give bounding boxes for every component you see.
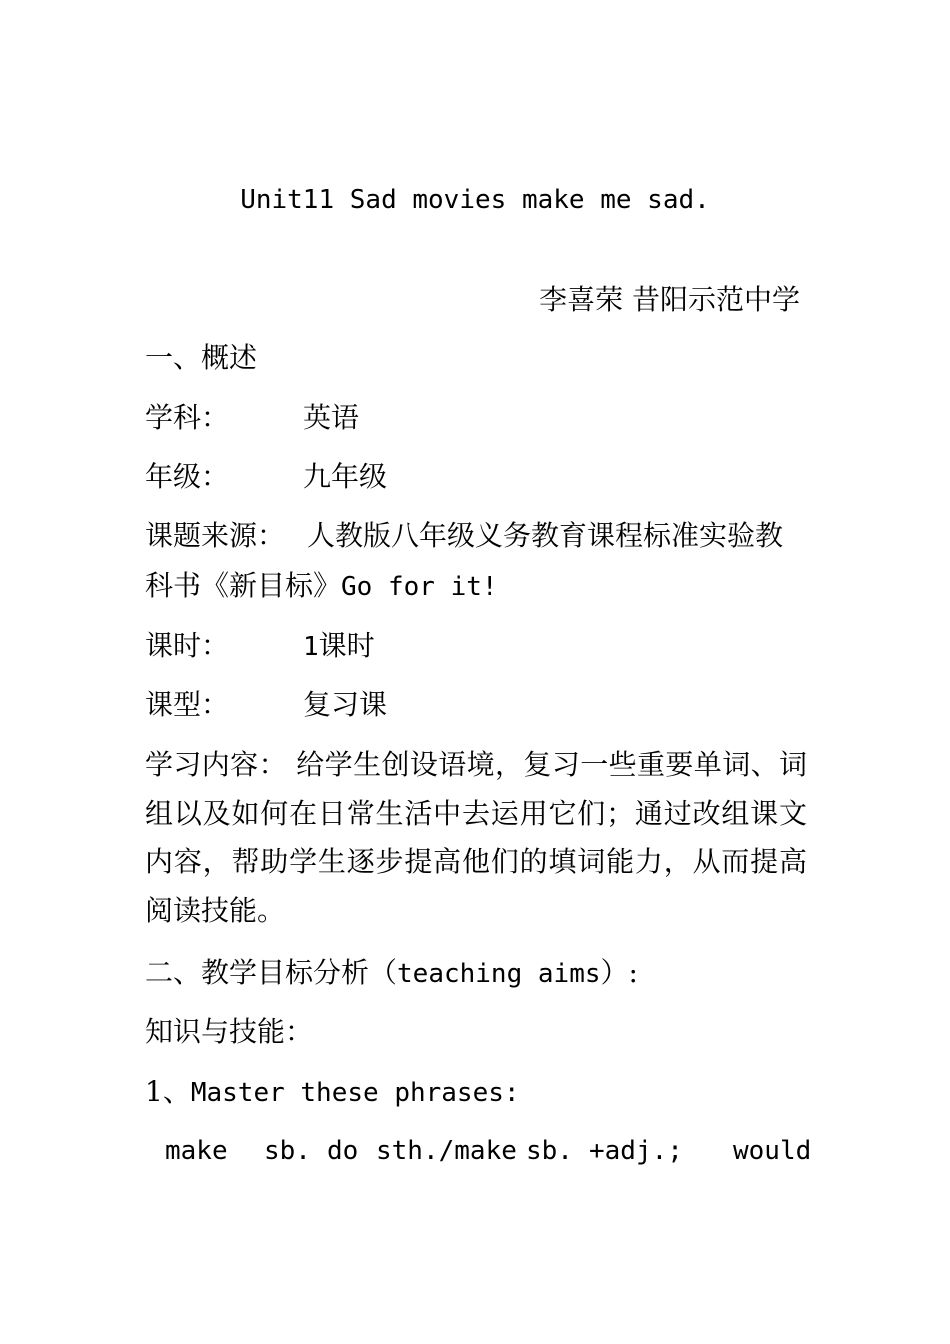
subject-value: 英语 — [303, 401, 360, 434]
aims-heading-end: ）: — [600, 956, 638, 989]
phrase-word: sth./make — [376, 1136, 517, 1166]
type-label: 课型： — [145, 688, 230, 721]
hours-value — [303, 628, 375, 665]
source-value-line2 — [145, 568, 498, 605]
phrase-word: do — [327, 1136, 359, 1166]
phrase-word: make — [165, 1136, 228, 1166]
author-line: 李喜荣 昔阳示范中学 — [539, 283, 800, 316]
source-value-en: Go for it! — [341, 572, 498, 602]
type-value: 复习课 — [303, 688, 388, 721]
section-heading-overview: 一、概述 — [145, 341, 258, 374]
phrase-word: +adj.; — [589, 1136, 683, 1166]
grade-label: 年级： — [145, 460, 230, 493]
aims-heading-en: teaching aims — [397, 959, 601, 989]
phrase-word: sb. — [264, 1136, 311, 1166]
source-value-line1: 人教版八年级义务教育课程标准实验教 — [307, 519, 784, 552]
content-label: 学习内容： — [145, 748, 287, 781]
learning-content-paragraph — [145, 741, 807, 936]
phrase-word: sb. — [526, 1136, 573, 1166]
section-heading-aims — [145, 955, 638, 992]
item-1-text: Master these phrases: — [190, 1078, 520, 1108]
hours-label: 课时： — [145, 629, 230, 662]
subject-label: 学科： — [145, 401, 230, 434]
source-value-cn: 科书《新目标》 — [145, 569, 342, 602]
grade-value: 九年级 — [303, 460, 388, 493]
item-1-number: 1、 — [145, 1075, 191, 1108]
aims-heading-cn: 二、教学目标分析（ — [145, 956, 398, 989]
document-title: Unit11 Sad movies make me sad. — [240, 185, 710, 215]
item-1 — [145, 1074, 520, 1111]
knowledge-skills-heading: 知识与技能： — [145, 1015, 314, 1048]
content-text: 给学生创设语境，复习一些重要单词、词组以及如何在日常生活中去运用它们；通过改组课文内容，帮助学生逐步提高他们的填词能力，从而提高阅读技能。 — [145, 748, 807, 928]
hours-unit: 课时 — [318, 629, 375, 662]
phrase-word: would — [733, 1136, 812, 1166]
source-label: 课题来源： — [145, 519, 286, 552]
hours-number: 1 — [303, 632, 319, 662]
